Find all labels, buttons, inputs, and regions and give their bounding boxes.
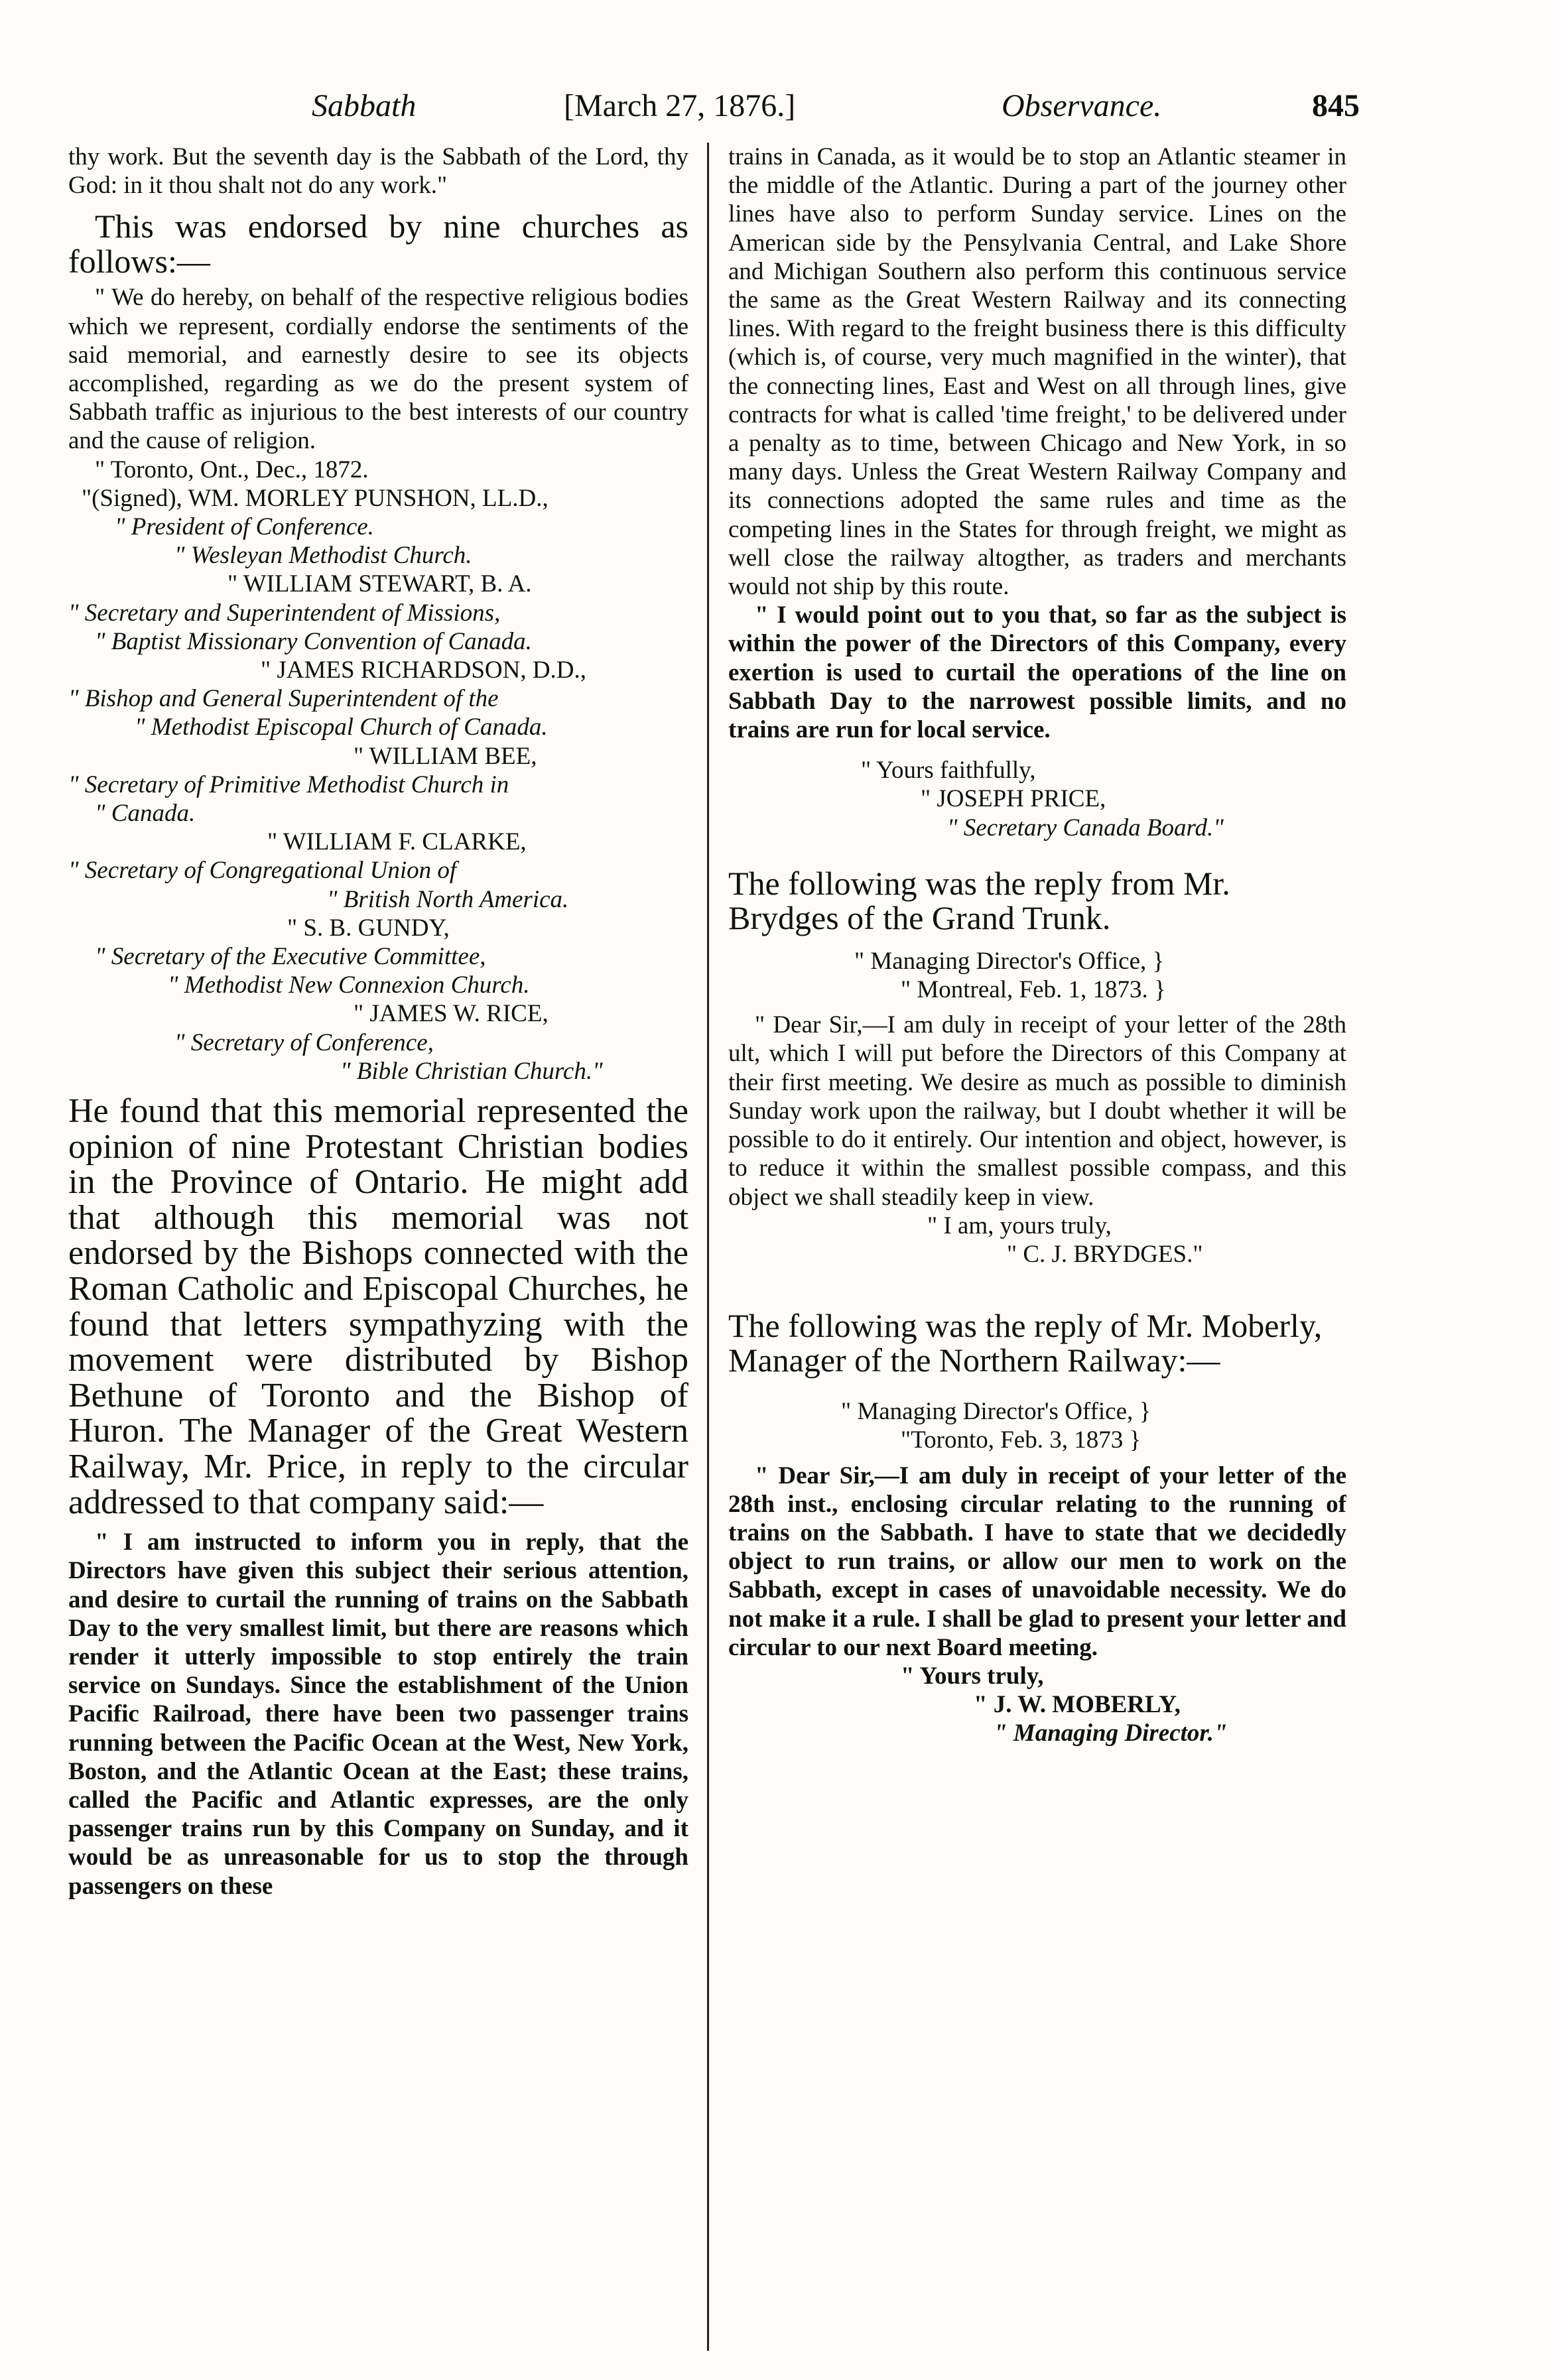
signer-role: " Secretary of Conference, xyxy=(174,1029,434,1056)
left-column xyxy=(68,143,688,2357)
signer-role: " Methodist New Connexion Church. xyxy=(168,971,530,999)
address-line: " Managing Director's Office, } xyxy=(841,1398,1151,1426)
signer-name: " S. B. GUNDY, xyxy=(287,914,450,942)
signer-name: " JAMES RICHARDSON, D.D., xyxy=(261,657,587,684)
signer-name: " JAMES W. RICE, xyxy=(354,1000,549,1028)
paragraph: " Dear Sir,—I am duly in receipt of your letter of the 28th inst., enclosing circular relating to the running of trains on the Sabbath. I have to state that we decidedly object to run trains, or allow our men to work on the Sabbath, except in cases of unavoidable necessity. We do not make it a rule. I shall be glad to present your letter and circular to our next Board meeting. xyxy=(728,1462,1346,1661)
valediction: " Yours faithfully, xyxy=(861,757,1036,784)
paragraph: " I would point out to you that, so far as the subject is within the power of the Directors of this Company, every exertion is used to curtail the operations of the line on Sabbath Day to the narrowest possible limits, and no trains are run for local service. xyxy=(728,601,1346,744)
signer-name: " WILLIAM F. CLARKE, xyxy=(267,828,527,856)
address-line: " Managing Director's Office, } xyxy=(854,947,1165,975)
paragraph: He found that this memorial represented the opinion of nine Protestant Christian bodies in the Province of Ontario. He might add that although this memorial was not endorsed by the Bishops connected with the Roman Catholic and Episcopal Churches, he found that letters sympathyzing with the movement were distributed by Bishop Bethune of Toronto and the Bishop of Huron. The Manager of the Great Western Railway, Mr. Price, in reply to the circular addressed to that company said:— xyxy=(68,1092,688,1521)
signer-name: "(Signed), WM. MORLEY PUNSHON, LL.D., xyxy=(82,484,549,512)
signer-role: " Bible Christian Church." xyxy=(340,1057,603,1085)
signature-block xyxy=(68,484,688,1086)
signer-name: " WILLIAM BEE, xyxy=(354,742,537,770)
signer-role: " Baptist Missionary Convention of Canada. xyxy=(95,627,532,655)
valediction: " I am, yours truly, xyxy=(927,1212,1112,1239)
paragraph: This was endorsed by nine churches as follows:— xyxy=(68,208,688,281)
header-left: Sabbath xyxy=(312,88,417,123)
signer-name: " J. W. MOBERLY, xyxy=(974,1691,1181,1719)
address-line: " Montreal, Feb. 1, 1873. } xyxy=(901,976,1166,1004)
page-header xyxy=(312,83,1360,129)
signer-role: " Secretary of the Executive Committee, xyxy=(95,943,486,971)
signer-role: " Bishop and General Superintendent of the xyxy=(68,685,499,713)
signer-name: " WILLIAM STEWART, B. A. xyxy=(228,570,532,598)
signer-role: " Secretary Canada Board." xyxy=(947,814,1224,842)
closing-block xyxy=(728,1662,1346,1748)
signer-role: " Wesleyan Methodist Church. xyxy=(174,542,472,570)
signer-role: " Managing Director." xyxy=(994,1720,1228,1747)
paragraph: " We do hereby, on behalf of the respective religious bodies which we represent, cordially endorse the sentiments of the said memorial, and earnestly desire to see its objects accomplished, regarding as we do the present system of Sabbath traffic as injurious to the best interests of our country and the cause of religion. xyxy=(68,284,688,455)
address-block xyxy=(728,947,1346,1004)
signer-role: " Methodist Episcopal Church of Canada. xyxy=(135,714,548,741)
place-date: " Toronto, Ont., Dec., 1872. xyxy=(95,456,369,483)
signer-role: " Secretary and Superintendent of Missions, xyxy=(68,599,501,627)
paragraph: The following was the reply of Mr. Moberly, Manager of the Northern Railway:— xyxy=(728,1307,1323,1379)
header-right: Observance. xyxy=(1002,88,1162,123)
paragraph: " Dear Sir,—I am duly in receipt of your letter of the 28th ult, which I will put before the Directors of this Company at their first meeting. We desire as much as possible to diminish Sunday work upon the railway, but I doubt whether it will be possible to do it entirely. Our intention and object, however, is to reduce it within the smallest possible compass, and this object we shall steadily keep in view. xyxy=(728,1011,1346,1211)
closing-block xyxy=(728,756,1346,842)
paragraph: The following was the reply from Mr. Brydges of the Grand Trunk. xyxy=(728,864,1230,936)
paragraph: thy work. But the seventh day is the Sabbath of the Lord, thy God: in it thou shalt not do any work." xyxy=(68,143,688,200)
paragraph: " I am instructed to inform you in reply, that the Directors have given this subject their serious attention, and desire to curtail the running of trains on the Sabbath Day to the very smallest limit, but there are reasons which render it utterly impossible to stop entirely the train service on Sundays. Since the establishment of the Union Pacific Railroad, there have been two passenger trains running between the Pacific Ocean at the West, New York, Boston, and the Atlantic Ocean at the East; these trains, called the Pacific and Atlantic expresses, are the only passenger trains run by this Company on Sunday, and it would be as unreasonable for us to stop the through passengers on these xyxy=(68,1529,688,1900)
column-divider xyxy=(707,143,709,2351)
page-number: 845 xyxy=(1312,88,1360,123)
address-block xyxy=(728,1397,1346,1454)
right-column xyxy=(728,143,1346,2357)
signer-name: " C. J. BRYDGES." xyxy=(1007,1240,1203,1268)
closing-block xyxy=(728,1212,1346,1269)
paragraph: trains in Canada, as it would be to stop an Atlantic steamer in the middle of the Atlantic. During a part of the journey other lines have also to perform Sunday service. Lines on the American side by the Pensylvania Central, and Lake Shore and Michigan Southern also perform this continuous service the same as the Great Western Railway and its connecting lines. With regard to the freight business there is this difficulty (which is, of course, very much magnified in the winter), that the connecting lines, East and West on all through lines, give contracts for what is called 'time freight,' to be delivered under a penalty as to time, between Chicago and New York, in so many days. Unless the Great Western Railway Company and its connections adopted the same rules and time as the competing lines in the States for through freight, we might as well close the railway altogther, as traders and merchants would not ship by this route. xyxy=(728,143,1346,601)
header-date: [March 27, 1876.] xyxy=(564,88,796,123)
signer-role: " Secretary of Primitive Methodist Church in xyxy=(68,771,509,798)
signer-role: " Secretary of Congregational Union of xyxy=(68,857,457,885)
signer-role: " Canada. xyxy=(95,800,196,828)
signer-role: " British North America. xyxy=(327,885,569,913)
valediction: " Yours truly, xyxy=(901,1662,1044,1690)
address-line: "Toronto, Feb. 3, 1873 } xyxy=(901,1426,1141,1454)
signer-name: " JOSEPH PRICE, xyxy=(921,785,1106,813)
signer-role: " President of Conference. xyxy=(115,513,374,541)
